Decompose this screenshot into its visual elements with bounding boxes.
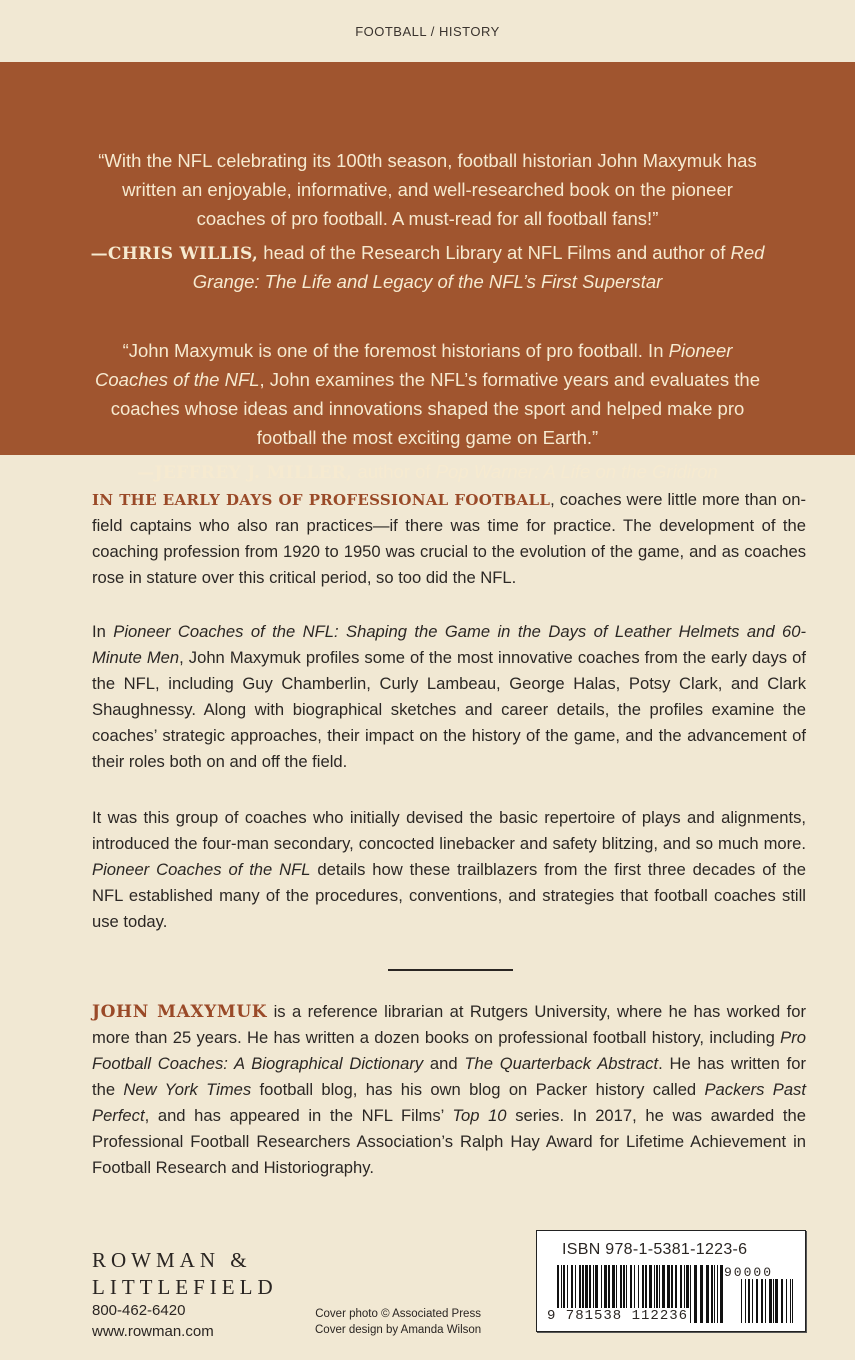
publisher-contact	[92, 1300, 214, 1342]
barcode-bar	[745, 1279, 746, 1323]
blurb-band	[0, 62, 855, 483]
blurb-author: —CHRIS WILLIS,	[90, 244, 259, 264]
paragraph-text: , John Maxymuk profiles some of the most innovative coaches from the early days of the NFL, including Guy Chamberlin, Curly Lambeau, George Halas, Potsy Clark, and Clark Shaughnessy. Along with biographical sketches and career details, the profiles examine the coaches’ strategic approaches, their impact on the history of the game, and the advancement of their roles both on and off the field.	[92, 648, 806, 771]
barcode-bar	[741, 1279, 742, 1323]
barcode-bar	[781, 1279, 783, 1323]
blurb-1	[90, 146, 765, 296]
blurb-work: Red Grange: The Life and Legacy of the NFL’s First Superstar	[192, 242, 765, 292]
description-paragraph-3	[92, 805, 806, 935]
barcode-bar	[769, 1279, 772, 1323]
bio-text: is a reference librarian at Rutgers University, where he has worked for more than 25 years. He has written a dozen books on professional football history, including	[92, 1002, 806, 1047]
blurb-attribution	[90, 239, 765, 296]
bio-text: series. In 2017, he was awarded the Professional Football Researchers Association’s Ralph Hay Award for Lifetime Achievement in Football Research and Historiography.	[92, 1106, 807, 1177]
isbn-text: ISBN 978-1-5381-1223-6	[562, 1241, 748, 1258]
author-name: JOHN MAXYMUK	[92, 1002, 268, 1022]
barcode-bar	[790, 1279, 791, 1323]
bio-title: Pro Football Coaches: A Biographical Dictionary	[92, 1028, 806, 1073]
barcode-bar	[714, 1265, 715, 1323]
barcode-bar	[706, 1265, 709, 1323]
divider	[388, 969, 513, 971]
quote-text: “John Maxymuk is one of the foremost historians of pro football. In	[122, 340, 669, 361]
barcode-bar	[717, 1265, 718, 1323]
book-title: Pioneer Coaches of the NFL	[92, 860, 311, 879]
isbn-barcode	[536, 1230, 806, 1332]
blurb-quote: “With the NFL celebrating its 100th season, football historian John Maxymuk has written an enjoyable, informative, and well-researched book on the pioneer coaches of pro football. A must-read for all football fans!”	[98, 150, 757, 229]
barcode-bar	[720, 1265, 723, 1323]
paragraph-text: , coaches were little more than on-field captains who also ran practices—if there was time for practice. The development of the coaching profession from 1920 to 1950 was crucial to the evolution of the game, and as coaches rose in stature over this critical period, so too did the NFL.	[92, 490, 806, 587]
barcode-bar	[748, 1279, 750, 1323]
book-title: Pioneer Coaches of the NFL: Shaping the Game in the Days of Leather Helmets and 60-Minute Men	[92, 622, 806, 667]
barcode-bar	[752, 1279, 753, 1323]
bio-title: Packers Past Perfect	[92, 1080, 806, 1125]
design-credit: Cover design by Amanda Wilson	[315, 1324, 482, 1336]
publisher-website[interactable]: www.rowman.com	[92, 1323, 214, 1340]
publisher-logo	[92, 1247, 278, 1301]
publisher-name-line: LITTLEFIELD	[92, 1275, 278, 1299]
publisher-name-line: ROWMAN &	[92, 1248, 252, 1272]
cover-credits	[315, 1306, 481, 1338]
publisher-phone: 800-462-6420	[92, 1302, 186, 1319]
barcode-bar	[786, 1279, 787, 1323]
bio-text: , and has appeared in the NFL Films’	[144, 1106, 453, 1125]
barcode-bar	[792, 1279, 793, 1323]
barcode-bar	[765, 1279, 766, 1323]
category-label: FOOTBALL / HISTORY	[355, 24, 500, 39]
barcode-bar	[773, 1279, 774, 1323]
bio-text: and	[423, 1054, 465, 1073]
blurb-attribution	[90, 458, 765, 487]
price-addon: 90000	[724, 1265, 774, 1280]
barcode-bar	[756, 1279, 758, 1323]
blurb-role: head of the Research Library at NFL Films and author of	[258, 242, 731, 263]
paragraph-text: details how these trailblazers from the first three decades of the NFL established many of the procedures, conventions, and strategies that football coaches still use today.	[92, 860, 806, 931]
description-paragraph-2	[92, 619, 806, 775]
blurb-author: —JEFFREY J. MILLER,	[137, 463, 353, 483]
paragraph-text: It was this group of coaches who initially devised the basic repertoire of plays and alignments, introduced the four-man secondary, concocted linebacker and safety blitzing, and so much more.	[92, 808, 806, 853]
bio-title: The Quarterback Abstract	[464, 1054, 659, 1073]
blurb-quote	[90, 336, 765, 452]
barcode-bar	[761, 1279, 763, 1323]
photo-credit: Cover photo © Associated Press	[315, 1308, 481, 1320]
author-bio	[92, 999, 806, 1181]
bio-title: Top 10	[452, 1106, 507, 1125]
bio-text: . He has written for the	[92, 1054, 806, 1099]
description-paragraph-1	[92, 487, 806, 591]
blurb-role: author of	[352, 461, 436, 482]
quote-title: Pioneer Coaches of the NFL	[95, 340, 733, 390]
paragraph-text: In	[92, 622, 114, 641]
barcode-bar	[690, 1265, 691, 1323]
barcode-bar	[700, 1265, 703, 1323]
lead-in: IN THE EARLY DAYS OF PROFESSIONAL FOOTBALL	[92, 491, 551, 509]
barcode-bar	[775, 1279, 778, 1323]
bio-title: New York Times	[123, 1080, 252, 1099]
ean-number: 9 781538 112236	[547, 1308, 689, 1324]
quote-text: , John examines the NFL’s formative years and evaluates the coaches whose ideas and innovations shaped the sport and helped make pro football the most exciting game on Earth.”	[110, 369, 760, 448]
barcode-bar	[711, 1265, 713, 1323]
blurb-work: Pop Warner: A Life on the Gridiron	[435, 461, 718, 482]
blurb-2	[90, 336, 765, 487]
barcode-bar	[694, 1265, 697, 1323]
bio-text: football blog, has his own blog on Packer history called	[251, 1080, 705, 1099]
